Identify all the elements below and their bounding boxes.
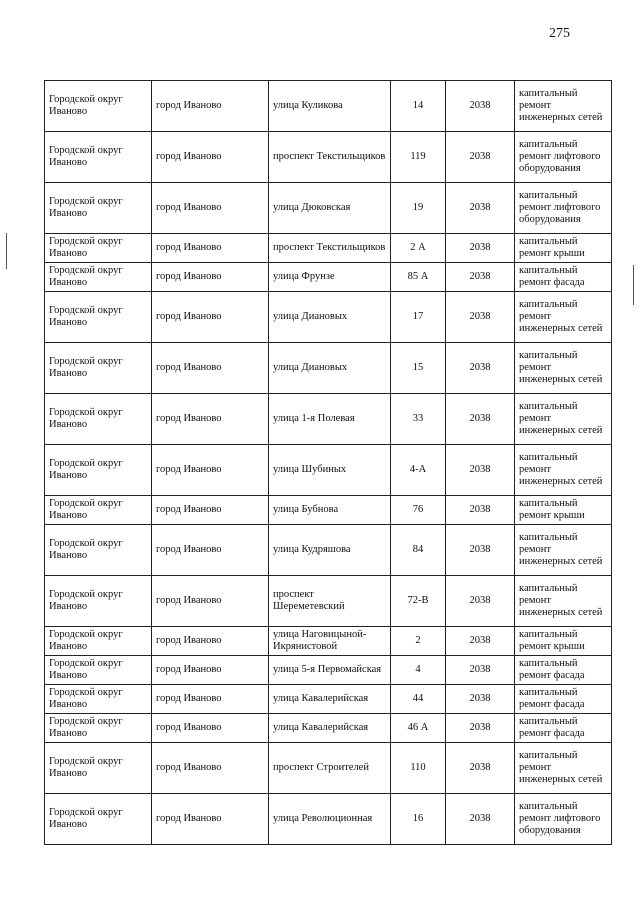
work-type-cell: капитальный ремонт инженерных сетей [515, 81, 612, 132]
street-cell: улица Фрунзе [269, 263, 391, 292]
year-cell: 2038 [446, 234, 515, 263]
district-cell: Городской округ Иваново [45, 656, 152, 685]
house-number-cell: 19 [391, 183, 446, 234]
table-row [45, 743, 612, 794]
year-cell: 2038 [446, 263, 515, 292]
year-cell: 2038 [446, 627, 515, 656]
street-cell: улица Кудряшова [269, 525, 391, 576]
house-number-cell: 44 [391, 685, 446, 714]
city-cell: город Иваново [152, 576, 269, 627]
table-row [45, 343, 612, 394]
street-cell: проспект Текстильщиков [269, 234, 391, 263]
table-row [45, 525, 612, 576]
house-number-cell: 17 [391, 292, 446, 343]
year-cell: 2038 [446, 656, 515, 685]
city-cell: город Иваново [152, 525, 269, 576]
year-cell: 2038 [446, 132, 515, 183]
year-cell: 2038 [446, 714, 515, 743]
district-cell: Городской округ Иваново [45, 263, 152, 292]
city-cell: город Иваново [152, 394, 269, 445]
city-cell: город Иваново [152, 714, 269, 743]
work-type-cell: капитальный ремонт крыши [515, 496, 612, 525]
district-cell: Городской округ Иваново [45, 343, 152, 394]
district-cell: Городской округ Иваново [45, 183, 152, 234]
house-number-cell: 85 А [391, 263, 446, 292]
year-cell: 2038 [446, 794, 515, 845]
table-row [45, 234, 612, 263]
street-cell: улица Кавалерийская [269, 685, 391, 714]
year-cell: 2038 [446, 343, 515, 394]
year-cell: 2038 [446, 394, 515, 445]
city-cell: город Иваново [152, 685, 269, 714]
table-row [45, 81, 612, 132]
city-cell: город Иваново [152, 496, 269, 525]
work-type-cell: капитальный ремонт крыши [515, 627, 612, 656]
city-cell: город Иваново [152, 656, 269, 685]
district-cell: Городской округ Иваново [45, 132, 152, 183]
city-cell: город Иваново [152, 343, 269, 394]
year-cell: 2038 [446, 81, 515, 132]
house-number-cell: 4-А [391, 445, 446, 496]
district-cell: Городской округ Иваново [45, 234, 152, 263]
street-cell: проспект Шереметевский [269, 576, 391, 627]
table-row [45, 576, 612, 627]
work-type-cell: капитальный ремонт инженерных сетей [515, 445, 612, 496]
table-row [45, 292, 612, 343]
city-cell: город Иваново [152, 263, 269, 292]
table-row [45, 627, 612, 656]
table-body [45, 81, 612, 845]
house-number-cell: 14 [391, 81, 446, 132]
work-type-cell: капитальный ремонт фасада [515, 685, 612, 714]
city-cell: город Иваново [152, 81, 269, 132]
city-cell: город Иваново [152, 627, 269, 656]
house-number-cell: 46 А [391, 714, 446, 743]
street-cell: улица Диановых [269, 343, 391, 394]
district-cell: Городской округ Иваново [45, 525, 152, 576]
work-type-cell: капитальный ремонт инженерных сетей [515, 743, 612, 794]
district-cell: Городской округ Иваново [45, 394, 152, 445]
house-number-cell: 4 [391, 656, 446, 685]
year-cell: 2038 [446, 183, 515, 234]
work-type-cell: капитальный ремонт инженерных сетей [515, 576, 612, 627]
table-row [45, 496, 612, 525]
street-cell: улица Шубиных [269, 445, 391, 496]
city-cell: город Иваново [152, 794, 269, 845]
table-row [45, 132, 612, 183]
street-cell: улица Дюковская [269, 183, 391, 234]
scan-margin-mark [633, 265, 634, 305]
work-type-cell: капитальный ремонт лифтового оборудования [515, 183, 612, 234]
house-number-cell: 33 [391, 394, 446, 445]
street-cell: улица Наговицыной-Икрянистовой [269, 627, 391, 656]
work-type-cell: капитальный ремонт крыши [515, 234, 612, 263]
city-cell: город Иваново [152, 132, 269, 183]
year-cell: 2038 [446, 685, 515, 714]
street-cell: проспект Текстильщиков [269, 132, 391, 183]
year-cell: 2038 [446, 445, 515, 496]
work-type-cell: капитальный ремонт инженерных сетей [515, 292, 612, 343]
house-number-cell: 76 [391, 496, 446, 525]
house-number-cell: 84 [391, 525, 446, 576]
house-number-cell: 2 [391, 627, 446, 656]
scan-margin-mark [6, 233, 7, 269]
table-row [45, 263, 612, 292]
repair-schedule-table [44, 80, 612, 845]
house-number-cell: 110 [391, 743, 446, 794]
district-cell: Городской округ Иваново [45, 743, 152, 794]
year-cell: 2038 [446, 525, 515, 576]
street-cell: улица Бубнова [269, 496, 391, 525]
district-cell: Городской округ Иваново [45, 627, 152, 656]
district-cell: Городской округ Иваново [45, 496, 152, 525]
work-type-cell: капитальный ремонт лифтового оборудования [515, 132, 612, 183]
table-row [45, 445, 612, 496]
house-number-cell: 72-В [391, 576, 446, 627]
street-cell: улица Кавалерийская [269, 714, 391, 743]
work-type-cell: капитальный ремонт фасада [515, 656, 612, 685]
year-cell: 2038 [446, 292, 515, 343]
district-cell: Городской округ Иваново [45, 714, 152, 743]
house-number-cell: 15 [391, 343, 446, 394]
city-cell: город Иваново [152, 743, 269, 794]
house-number-cell: 119 [391, 132, 446, 183]
district-cell: Городской округ Иваново [45, 576, 152, 627]
work-type-cell: капитальный ремонт инженерных сетей [515, 525, 612, 576]
street-cell: улица Куликова [269, 81, 391, 132]
city-cell: город Иваново [152, 292, 269, 343]
work-type-cell: капитальный ремонт фасада [515, 714, 612, 743]
street-cell: улица 1-я Полевая [269, 394, 391, 445]
page-number: 275 [549, 26, 570, 41]
city-cell: город Иваново [152, 234, 269, 263]
table-row [45, 183, 612, 234]
year-cell: 2038 [446, 576, 515, 627]
city-cell: город Иваново [152, 445, 269, 496]
house-number-cell: 16 [391, 794, 446, 845]
street-cell: проспект Строителей [269, 743, 391, 794]
year-cell: 2038 [446, 743, 515, 794]
table-row [45, 656, 612, 685]
table-row [45, 685, 612, 714]
table-row [45, 714, 612, 743]
work-type-cell: капитальный ремонт инженерных сетей [515, 394, 612, 445]
district-cell: Городской округ Иваново [45, 292, 152, 343]
street-cell: улица Революционная [269, 794, 391, 845]
work-type-cell: капитальный ремонт инженерных сетей [515, 343, 612, 394]
table-row [45, 794, 612, 845]
year-cell: 2038 [446, 496, 515, 525]
district-cell: Городской округ Иваново [45, 81, 152, 132]
district-cell: Городской округ Иваново [45, 445, 152, 496]
street-cell: улица Диановых [269, 292, 391, 343]
city-cell: город Иваново [152, 183, 269, 234]
work-type-cell: капитальный ремонт лифтового оборудования [515, 794, 612, 845]
district-cell: Городской округ Иваново [45, 794, 152, 845]
street-cell: улица 5-я Первомайская [269, 656, 391, 685]
house-number-cell: 2 А [391, 234, 446, 263]
work-type-cell: капитальный ремонт фасада [515, 263, 612, 292]
table-row [45, 394, 612, 445]
district-cell: Городской округ Иваново [45, 685, 152, 714]
